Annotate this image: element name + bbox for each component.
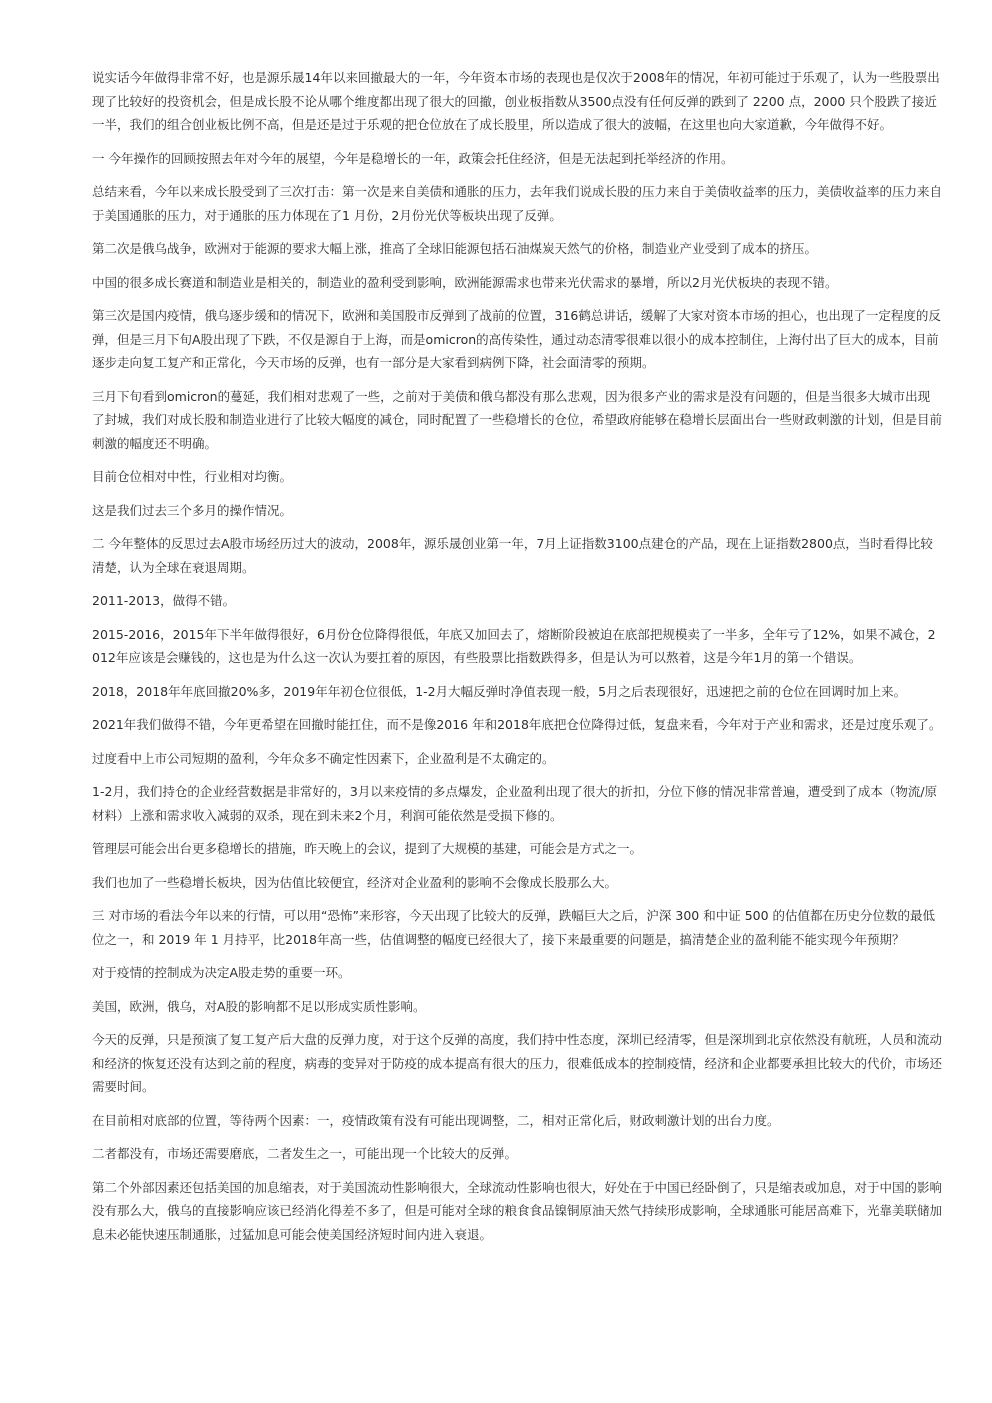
paragraph-21: 美国，欧洲，俄乌，对A股的影响都不足以形成实质性影响。 (92, 998, 426, 1014)
paragraph-11: 2011-2013，做得不错。 (92, 593, 236, 608)
paragraph-23: 在目前相对底部的位置，等待两个因素：一，疫情政策有没有可能出现调整，二，相对正常化后，财政刺激计划的出台力度。 (92, 1112, 780, 1128)
paragraph-17: 管理层可能会出台更多稳增长的措施，昨天晚上的会议，提到了大规模的基建，可能会是方式之一。 (92, 841, 643, 856)
paragraph-13: 2018，2018年年底回撤20%多，2019年年初仓位很低，1-2月大幅反弹时净值表现一般，5月之后表现很好，迅速把之前的仓位在回调时加上来。 (92, 683, 907, 699)
paragraph-24: 二者都没有，市场还需要磨底，二者发生之一，可能出现一个比较大的反弹。 (92, 1146, 518, 1161)
paragraph-22: 今天的反弹，只是预演了复工复产后大盘的反弹力度，对于这个反弹的高度，我们持中性态度，深圳已经清零，但是深圳到北京依然没有航班，人员和流动和经济的恢复还没有达到之前的程度，病毒的变异对于防疫的成本提高有很大的压力，很难低成本的控制疫情，经济和企业都要承担比较大的代价，市场还需要时间。 (92, 1032, 943, 1094)
paragraph-4: 第二次是俄乌战争，欧洲对于能源的要求大幅上涨，推高了全球旧能源包括石油煤炭天然气的价格，制造业产业受到了成本的挤压。 (92, 241, 818, 256)
paragraph-14: 2021年我们做得不错，今年更希望在回撤时能扛住，而不是像2016 年和2018年底把仓位降得过低，复盘来看，今年对于产业和需求，还是过度乐观了。 (92, 717, 942, 732)
section-heading-2: 二 今年整体的反思过去A股市场经历过大的波动，2008年，源乐晟创业第一年，7月上证指数3100点建仓的产品，现在上证指数2800点，当时看得比较清楚，认为全球在衰退周期。 (92, 536, 933, 575)
paragraph-20: 对于疫情的控制成为决定A股走势的重要一环。 (92, 965, 351, 980)
paragraph-5: 中国的很多成长赛道和制造业是相关的，制造业的盈利受到影响，欧洲能源需求也带来光伏需求的暴增，所以2月光伏板块的表现不错。 (92, 274, 838, 290)
section-heading-1: 一 今年操作的回顾按照去年对今年的展望，今年是稳增长的一年，政策会托住经济，但是无法起到托举经济的作用。 (92, 150, 734, 166)
paragraph-15: 过度看中上市公司短期的盈利，今年众多不确定性因素下，企业盈利是不太确定的。 (92, 750, 555, 766)
paragraph-16: 1-2月，我们持仓的企业经营数据是非常好的，3月以来疫情的多点爆发，企业盈利出现了很大的折扣，分位下修的情况非常普遍，遭受到了成本（物流/原材料）上涨和需求收入减弱的双杀，现在到未来2个月，利润可能依然是受损下修的。 (92, 784, 938, 823)
paragraph-9: 这是我们过去三个多月的操作情况。 (92, 502, 293, 518)
paragraph-8: 目前仓位相对中性，行业相对均衡。 (92, 469, 293, 484)
paragraph-12: 2015-2016，2015年下半年做得很好，6月份仓位降得很低，年底又加回去了，熔断阶段被迫在底部把规模卖了一半多，全年亏了12%，如果不减仓，2012年应该是会赚钱的，这也是为什么这一次认为要扛着的原因，有些股票比指数跌得多，但是认为可以熬着，这是今年1月的第一个错误。 (92, 626, 936, 665)
paragraph-25: 第二个外部因素还包括美国的加息缩表，对于美国流动性影响很大，全球流动性影响也很大，好处在于中国已经卧倒了，只是缩表或加息，对于中国的影响没有那么大，俄乌的直接影响应该已经消化得差不多了，但是可能对全球的粮食食品镍铜原油天然气持续形成影响，全球通胀可能居高难下，光靠美联储加息未必能快速压制通胀，过猛加息可能会使美国经济短时间内进入衰退。 (92, 1179, 943, 1242)
paragraph-6: 第三次是国内疫情，俄乌逐步缓和的情况下，欧洲和美国股市反弹到了战前的位置，316鹤总讲话，缓解了大家对资本市场的担心，也出现了一定程度的反弹，但是三月下旬A股出现了下跌，不仅是源自于上海，而是omicron的高传染性，通过动态清零很难以很小的成本控制住，上海付出了巨大的成本，目前逐步走向复工复产和正常化，今天市场的反弹，也有一部分是大家看到病例下降，社会面清零的预期。 (92, 308, 941, 370)
paragraph-7: 三月下旬看到omicron的蔓延，我们相对悲观了一些，之前对于美债和俄乌都没有那么悲观，因为很多产业的需求是没有问题的，但是当很多大城市出现了封城，我们对成长股和制造业进行了比较大幅度的减仓，同时配置了一些稳增长的仓位，希望政府能够在稳增长层面出台一些财政刺激的计划，但是目前刺激的幅度还不明确。 (92, 388, 943, 451)
paragraph-18: 我们也加了一些稳增长板块，因为估值比较便宜，经济对企业盈利的影响不会像成长股那么大。 (92, 874, 618, 890)
paragraph-3: 总结来看，今年以来成长股受到了三次打击：第一次是来自美债和通胀的压力，去年我们说成长股的压力来自于美债收益率的压力，美债收益率的压力来自于美国通胀的压力，对于通胀的压力体现在了1 月份，2月份光伏等板块出现了反弹。 (92, 184, 943, 223)
section-heading-3: 三 对市场的看法今年以来的行情，可以用“恐怖”来形容，今天出现了比较大的反弹，跌幅巨大之后，沪深 300 和中证 500 的估值都在历史分位数的最低位之一，和 2019 年 1 月持平，比2018年高一些，估值调整的幅度已经很大了，接下来最重要的问题是，搞清楚企业的盈利能不能实现今年预期？ (92, 908, 936, 947)
paragraph-1: 说实话今年做得非常不好，也是源乐晟14年以来回撤最大的一年，今年资本市场的表现也是仅次于2008年的情况，年初可能过于乐观了，认为一些股票出现了比较好的投资机会，但是成长股不论从哪个维度都出现了很大的回撤，创业板指数从3500点没有任何反弹的跌到了 2200 点，2000 只个股跌了接近一半，我们的组合创业板比例不高，但是还是过于乐观的把仓位放在了成长股里，所以造成了很大的波幅，在这里也向大家道歉，今年做得不好。 (92, 70, 940, 132)
